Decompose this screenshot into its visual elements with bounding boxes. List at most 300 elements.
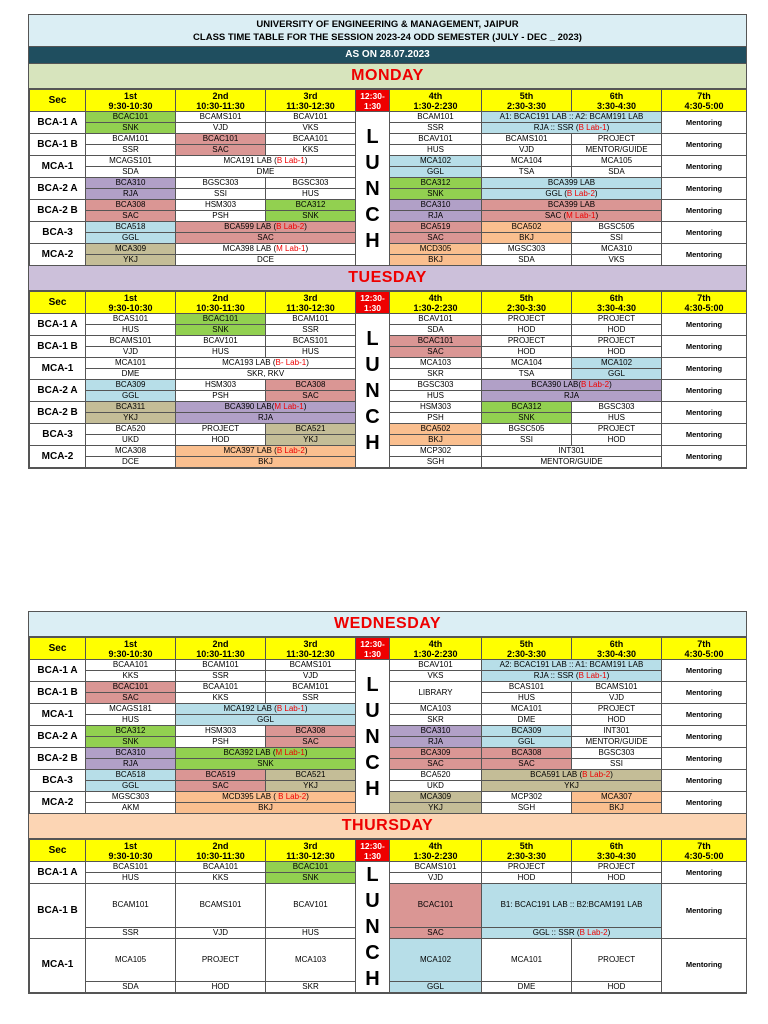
day-title-tuesday: TUESDAY bbox=[29, 266, 746, 291]
lunch-letter: N bbox=[365, 177, 380, 200]
period-time: 9:30-10:30 bbox=[108, 100, 153, 111]
teacher-code: GGL bbox=[176, 715, 356, 726]
teacher-code: SDA bbox=[572, 167, 662, 178]
teacher-code: SKR, RKV bbox=[176, 369, 356, 380]
teacher-code: BKJ bbox=[572, 803, 662, 814]
mentoring-cell: Mentoring bbox=[662, 200, 747, 222]
teacher-code: YKJ bbox=[266, 781, 356, 792]
period-2-header bbox=[176, 292, 266, 314]
period-4-header bbox=[390, 90, 482, 112]
teacher-code: DCE bbox=[86, 457, 176, 468]
teacher-code: KKS bbox=[86, 671, 176, 682]
course-code: BCAV101 bbox=[390, 660, 482, 671]
course-code: BCAA101 bbox=[176, 682, 266, 693]
period-5-header bbox=[482, 638, 572, 660]
teacher-code: GGL bbox=[482, 737, 572, 748]
course-code: MCA105 bbox=[86, 938, 176, 982]
teacher-code: BKJ bbox=[390, 435, 482, 446]
lab-title: MCD395 LAB ( bbox=[222, 792, 279, 801]
lab-room: B Lab-1 bbox=[276, 156, 305, 165]
mentoring-cell: Mentoring bbox=[662, 446, 747, 468]
lunch-letter: H bbox=[365, 968, 380, 990]
period-7-header bbox=[662, 292, 747, 314]
teacher-code: SAC bbox=[176, 145, 266, 156]
teacher-code: GGL :: SSR (B Lab-2) bbox=[482, 927, 662, 938]
period-time: 3:30-4:30 bbox=[596, 100, 637, 111]
mentoring-cell: Mentoring bbox=[662, 358, 747, 380]
period-name: 6th bbox=[609, 840, 624, 851]
period-time: 1:30-2:230 bbox=[413, 302, 458, 313]
course-code: MCA103 bbox=[266, 938, 356, 982]
course-code: PROJECT bbox=[572, 424, 662, 435]
course-code: MCA192 LAB (B Lab-1) bbox=[176, 704, 356, 715]
teacher-code: HUS bbox=[86, 715, 176, 726]
period-2-header bbox=[176, 840, 266, 862]
period-time: 9:30-10:30 bbox=[108, 302, 153, 313]
teacher-code: SSR bbox=[390, 123, 482, 134]
section-label: BCA-1 A bbox=[30, 314, 86, 336]
course-code: BCAM101 bbox=[86, 134, 176, 145]
lab-room: B Lab-2 bbox=[579, 927, 608, 937]
teacher-code: YKJ bbox=[390, 803, 482, 814]
teacher-code: HOD bbox=[176, 982, 266, 993]
teacher-code: VKS bbox=[390, 671, 482, 682]
break-end: 1:30 bbox=[363, 302, 381, 313]
period-3-header bbox=[266, 638, 356, 660]
course-code: BCA311 bbox=[86, 402, 176, 413]
teacher-code: MENTOR/GUIDE bbox=[482, 457, 662, 468]
teacher-code: RJA :: SSR ( bbox=[533, 671, 579, 680]
monday-table bbox=[29, 89, 747, 266]
course-code: BCA502 bbox=[390, 424, 482, 435]
lunch-break bbox=[356, 112, 390, 266]
section-label: BCA-3 bbox=[30, 222, 86, 244]
teacher-code: GGL bbox=[390, 167, 482, 178]
course-code: MCAGS181 bbox=[86, 704, 176, 715]
teacher-code: HUS bbox=[390, 391, 482, 402]
period-name: 2nd bbox=[212, 90, 229, 101]
timetable-header bbox=[29, 15, 746, 47]
teacher-code: PSH bbox=[176, 737, 266, 748]
course-code: MCA105 bbox=[572, 156, 662, 167]
sec-header: Sec bbox=[30, 840, 86, 862]
mentoring-cell: Mentoring bbox=[662, 884, 747, 939]
course-code: BCAC101 bbox=[390, 884, 482, 928]
lab-title: BCA591 LAB ( bbox=[530, 770, 583, 779]
course-code: PROJECT bbox=[572, 704, 662, 715]
course-code: MCA310 bbox=[572, 244, 662, 255]
course-code: BCAA101 bbox=[266, 134, 356, 145]
section-label: BCA-2 B bbox=[30, 200, 86, 222]
course-code: BCA392 LAB (M Lab-1) bbox=[176, 748, 356, 759]
course-code: BCA520 bbox=[86, 424, 176, 435]
course-code: BCA308 bbox=[266, 380, 356, 391]
course-code: BCAC101 bbox=[176, 314, 266, 325]
period-6-header bbox=[572, 292, 662, 314]
section-label: BCA-2 A bbox=[30, 178, 86, 200]
period-time: 2:30-3:30 bbox=[506, 100, 547, 111]
lunch-letter: N bbox=[365, 916, 380, 938]
teacher-code: HOD bbox=[572, 982, 662, 993]
teacher-code: DCE bbox=[176, 255, 356, 266]
lunch-letter: H bbox=[365, 229, 380, 252]
course-code: BGSC505 bbox=[482, 424, 572, 435]
course-code: BCA399 LAB bbox=[482, 200, 662, 211]
section-label: BCA-2 B bbox=[30, 748, 86, 770]
lunch-break bbox=[356, 660, 390, 814]
period-name: 1st bbox=[123, 292, 137, 303]
period-name: 2nd bbox=[212, 840, 229, 851]
course-code: INT301 bbox=[572, 726, 662, 737]
teacher-code: VKS bbox=[572, 255, 662, 266]
period-name: 4th bbox=[428, 840, 443, 851]
period-name: 7th bbox=[697, 90, 711, 101]
teacher-code: YKJ bbox=[86, 255, 176, 266]
teacher-code: UKD bbox=[86, 435, 176, 446]
course-code: BCA308 bbox=[266, 726, 356, 737]
mentoring-cell: Mentoring bbox=[662, 112, 747, 134]
lunch-break bbox=[356, 862, 390, 993]
teacher-code: RJA bbox=[86, 189, 176, 200]
sec-header: Sec bbox=[30, 90, 86, 112]
course-code: BCAMS101 bbox=[176, 884, 266, 928]
teacher-code: GGL (B Lab-2) bbox=[482, 189, 662, 200]
course-code: MCA308 bbox=[86, 446, 176, 457]
course-code: BCAM101 bbox=[266, 314, 356, 325]
period-4-header bbox=[390, 840, 482, 862]
break-header bbox=[356, 638, 390, 660]
course-code: BCA310 bbox=[390, 726, 482, 737]
break-start: 12:30- bbox=[360, 292, 385, 303]
as-on-date: AS ON 28.07.2023 bbox=[29, 47, 746, 64]
lunch-letter: C bbox=[365, 751, 380, 774]
period-time: 4:30-5:00 bbox=[684, 302, 724, 313]
mentoring-cell: Mentoring bbox=[662, 938, 747, 993]
course-code: MCA103 bbox=[390, 358, 482, 369]
teacher-code: RJA bbox=[390, 211, 482, 222]
teacher-code: SGH bbox=[390, 457, 482, 468]
course-code: BCAC101 bbox=[390, 336, 482, 347]
teacher-code: KKS bbox=[266, 145, 356, 156]
break-end: 1:30 bbox=[363, 648, 381, 659]
course-code: BCAS101 bbox=[86, 862, 176, 873]
mentoring-cell: Mentoring bbox=[662, 244, 747, 266]
teacher-code: SNK bbox=[86, 123, 176, 134]
timetable-sheet-1 bbox=[28, 14, 747, 469]
period-6-header bbox=[572, 638, 662, 660]
period-3-header bbox=[266, 840, 356, 862]
teacher-code: SAC bbox=[390, 347, 482, 358]
course-code: MCA103 bbox=[390, 704, 482, 715]
course-code: BGSC303 bbox=[266, 178, 356, 189]
course-code: MGSC303 bbox=[86, 792, 176, 803]
course-code: BCAMS101 bbox=[86, 336, 176, 347]
period-5-header bbox=[482, 840, 572, 862]
period-name: 5th bbox=[519, 638, 534, 649]
course-code: BCAS101 bbox=[86, 314, 176, 325]
course-code: BCAM101 bbox=[390, 112, 482, 123]
teacher-code: MENTOR/GUIDE bbox=[572, 737, 662, 748]
teacher-code: SAC bbox=[482, 759, 572, 770]
teacher-code: RJA :: SSR (B Lab-1) bbox=[482, 671, 662, 682]
lunch-letter: U bbox=[365, 890, 380, 912]
course-code: BCAMS101 bbox=[390, 862, 482, 873]
period-name: 3rd bbox=[303, 90, 318, 101]
lunch-letter: C bbox=[365, 203, 380, 226]
teacher-code: SNK bbox=[266, 873, 356, 884]
course-code: PROJECT bbox=[572, 862, 662, 873]
period-name: 2nd bbox=[212, 292, 229, 303]
course-code: BCA502 bbox=[482, 222, 572, 233]
lab-room: B Lab-2 bbox=[566, 189, 595, 198]
teacher-code: YKJ bbox=[266, 435, 356, 446]
lab-room: M Lab-1 bbox=[566, 211, 596, 220]
course-code: BCAV101 bbox=[176, 336, 266, 347]
break-header bbox=[356, 292, 390, 314]
teacher-code: KKS bbox=[176, 873, 266, 884]
course-code: INT301 bbox=[482, 446, 662, 457]
course-code: BCAC101 bbox=[266, 862, 356, 873]
course-code: BCA312 bbox=[482, 402, 572, 413]
course-code: MCA102 bbox=[390, 156, 482, 167]
lab-room: B Lab-2 bbox=[276, 446, 305, 455]
section-label: BCA-2 A bbox=[30, 726, 86, 748]
period-2-header bbox=[176, 90, 266, 112]
period-time: 1:30-2:230 bbox=[413, 648, 458, 659]
teacher-code: SAC bbox=[176, 781, 266, 792]
teacher-code: BKJ bbox=[482, 233, 572, 244]
course-code: PROJECT bbox=[572, 336, 662, 347]
period-time: 10:30-11:30 bbox=[196, 100, 245, 111]
teacher-code: SAC (M Lab-1) bbox=[482, 211, 662, 222]
course-code: BCA518 bbox=[86, 770, 176, 781]
period-2-header bbox=[176, 638, 266, 660]
teacher-code: GGL bbox=[572, 369, 662, 380]
course-code: MCA104 bbox=[482, 156, 572, 167]
period-name: 2nd bbox=[212, 638, 229, 649]
break-start: 12:30- bbox=[360, 638, 385, 649]
course-code: BCAV101 bbox=[266, 884, 356, 928]
teacher-code: SNK bbox=[266, 211, 356, 222]
course-code: BCAA101 bbox=[86, 660, 176, 671]
course-code: A2: BCAC191 LAB :: A1: BCAM191 LAB bbox=[482, 660, 662, 671]
teacher-code: HOD bbox=[482, 325, 572, 336]
lunch-letter: C bbox=[365, 405, 380, 428]
lab-room: M Lab-1 bbox=[274, 402, 304, 411]
course-code: MCA397 LAB (B Lab-2) bbox=[176, 446, 356, 457]
lab-room: B- Lab-1 bbox=[275, 358, 307, 367]
period-7-header bbox=[662, 638, 747, 660]
period-time: 2:30-3:30 bbox=[506, 850, 547, 861]
sec-header: Sec bbox=[30, 638, 86, 660]
teacher-code: HUS bbox=[86, 873, 176, 884]
section-label: MCA-2 bbox=[30, 446, 86, 468]
period-1-header bbox=[86, 840, 176, 862]
lab-title: MCA398 LAB ( bbox=[222, 244, 277, 253]
period-name: 4th bbox=[428, 292, 443, 303]
course-code: BCA310 bbox=[86, 178, 176, 189]
course-code: BCA312 bbox=[86, 726, 176, 737]
mentoring-cell: Mentoring bbox=[662, 424, 747, 446]
mentoring-cell: Mentoring bbox=[662, 314, 747, 336]
mentoring-cell: Mentoring bbox=[662, 222, 747, 244]
course-code: BCAC101 bbox=[86, 682, 176, 693]
course-code: BCAV101 bbox=[390, 314, 482, 325]
teacher-code: SDA bbox=[86, 167, 176, 178]
teacher-code: DME bbox=[86, 369, 176, 380]
course-code: BCA390 LAB(M Lab-1) bbox=[176, 402, 356, 413]
period-1-header bbox=[86, 90, 176, 112]
teacher-code: HUS bbox=[86, 325, 176, 336]
lab-title: MCA192 LAB ( bbox=[223, 704, 277, 713]
teacher-code: YKJ bbox=[482, 781, 662, 792]
course-code: PROJECT bbox=[482, 314, 572, 325]
period-name: 1st bbox=[123, 638, 137, 649]
teacher-code: HUS bbox=[176, 347, 266, 358]
period-name: 6th bbox=[609, 90, 624, 101]
course-code: HSM303 bbox=[176, 726, 266, 737]
teacher-code: BKJ bbox=[390, 255, 482, 266]
lab-room: M Lab-1 bbox=[276, 244, 306, 253]
period-time: 3:30-4:30 bbox=[596, 850, 637, 861]
wednesday-table bbox=[29, 637, 747, 814]
period-header-row bbox=[30, 840, 747, 862]
course-code: BCAMS101 bbox=[482, 134, 572, 145]
section-label: BCA-1 A bbox=[30, 112, 86, 134]
course-code: BCA599 LAB (B Lab-2) bbox=[176, 222, 356, 233]
period-time: 10:30-11:30 bbox=[196, 850, 245, 861]
period-1-header bbox=[86, 638, 176, 660]
mentoring-cell: Mentoring bbox=[662, 726, 747, 748]
course-code: MCA102 bbox=[572, 358, 662, 369]
period-6-header bbox=[572, 90, 662, 112]
period-name: 7th bbox=[697, 840, 711, 851]
period-time: 10:30-11:30 bbox=[196, 648, 245, 659]
sec-header: Sec bbox=[30, 292, 86, 314]
course-code: BCA309 bbox=[390, 748, 482, 759]
period-time: 11:30-12:30 bbox=[286, 100, 335, 111]
teacher-code: GGL bbox=[86, 233, 176, 244]
lunch-letter: L bbox=[366, 327, 379, 350]
course-code: BCAS101 bbox=[266, 336, 356, 347]
course-code: PROJECT bbox=[482, 862, 572, 873]
teacher-code: GGL bbox=[390, 982, 482, 993]
course-code: MCP302 bbox=[482, 792, 572, 803]
course-code: MCD305 bbox=[390, 244, 482, 255]
break-end: 1:30 bbox=[363, 100, 381, 111]
teacher-code: PSH bbox=[176, 391, 266, 402]
teacher-code: BKJ bbox=[176, 803, 356, 814]
teacher-code: HUS bbox=[266, 347, 356, 358]
break-end: 1:30 bbox=[363, 850, 381, 861]
section-label: MCA-2 bbox=[30, 792, 86, 814]
break-header bbox=[356, 840, 390, 862]
course-code: BCA399 LAB bbox=[482, 178, 662, 189]
period-name: 5th bbox=[519, 292, 534, 303]
lunch-letter: U bbox=[365, 151, 380, 174]
teacher-code: HUS bbox=[390, 145, 482, 156]
course-code: BGSC303 bbox=[572, 748, 662, 759]
teacher-code: SAC bbox=[86, 693, 176, 704]
period-name: 7th bbox=[697, 638, 711, 649]
course-code: BCA308 bbox=[86, 200, 176, 211]
course-code: BCA518 bbox=[86, 222, 176, 233]
teacher-code: HUS bbox=[572, 413, 662, 424]
course-code: PROJECT bbox=[572, 314, 662, 325]
teacher-code: VJD bbox=[86, 347, 176, 358]
teacher-code: SAC bbox=[390, 927, 482, 938]
course-code: HSM303 bbox=[390, 402, 482, 413]
teacher-code: GGL :: SSR ( bbox=[532, 927, 580, 937]
teacher-code: HUS bbox=[482, 693, 572, 704]
lunch-letter: C bbox=[365, 942, 380, 964]
course-code: BCA521 bbox=[266, 770, 356, 781]
section-label: BCA-3 bbox=[30, 770, 86, 792]
period-time: 9:30-10:30 bbox=[108, 648, 153, 659]
period-time: 11:30-12:30 bbox=[286, 648, 335, 659]
teacher-code: HOD bbox=[572, 873, 662, 884]
course-code: BCA521 bbox=[266, 424, 356, 435]
teacher-code: HOD bbox=[572, 715, 662, 726]
course-code: BCA310 bbox=[390, 200, 482, 211]
course-code: MGSC303 bbox=[482, 244, 572, 255]
course-code: HSM303 bbox=[176, 200, 266, 211]
course-code: BCA390 LAB(B Lab-2) bbox=[482, 380, 662, 391]
course-code: BCAS101 bbox=[482, 682, 572, 693]
course-code: MCA101 bbox=[86, 358, 176, 369]
lunch-letter: L bbox=[366, 125, 379, 148]
period-6-header bbox=[572, 840, 662, 862]
section-label: BCA-3 bbox=[30, 424, 86, 446]
period-name: 1st bbox=[123, 840, 137, 851]
section-label: BCA-2 B bbox=[30, 402, 86, 424]
course-code: PROJECT bbox=[572, 938, 662, 982]
course-code: BCAV101 bbox=[266, 112, 356, 123]
course-code: PROJECT bbox=[572, 134, 662, 145]
teacher-code: VJD bbox=[176, 927, 266, 938]
teacher-code: SAC ( bbox=[544, 211, 567, 220]
lunch-letter: L bbox=[366, 673, 379, 696]
period-name: 3rd bbox=[303, 638, 318, 649]
thursday-table bbox=[29, 839, 747, 993]
day-title-thursday: THURSDAY bbox=[29, 814, 746, 839]
teacher-code: HOD bbox=[572, 435, 662, 446]
teacher-code: RJA bbox=[482, 391, 662, 402]
teacher-code: KKS bbox=[176, 693, 266, 704]
period-time: 3:30-4:30 bbox=[596, 302, 637, 313]
mentoring-cell: Mentoring bbox=[662, 682, 747, 704]
timetable-sheet-2 bbox=[28, 611, 747, 994]
session-title: CLASS TIME TABLE FOR THE SESSION 2023-24 ODD SEMESTER (JULY - DEC _ 2023) bbox=[193, 32, 582, 43]
day-title-wednesday: WEDNESDAY bbox=[29, 612, 746, 637]
teacher-code: DME bbox=[176, 167, 356, 178]
period-time: 2:30-3:30 bbox=[506, 302, 547, 313]
course-code: BCAV101 bbox=[390, 134, 482, 145]
mentoring-cell: Mentoring bbox=[662, 178, 747, 200]
course-code: BCA519 bbox=[176, 770, 266, 781]
teacher-code: SAC bbox=[266, 391, 356, 402]
teacher-code: SAC bbox=[86, 211, 176, 222]
lab-title: MCA193 LAB ( bbox=[222, 358, 276, 367]
period-7-header bbox=[662, 90, 747, 112]
teacher-code: VJD bbox=[390, 873, 482, 884]
teacher-code: SDA bbox=[86, 982, 176, 993]
mentoring-cell: Mentoring bbox=[662, 660, 747, 682]
period-name: 7th bbox=[697, 292, 711, 303]
period-time: 10:30-11:30 bbox=[196, 302, 245, 313]
teacher-code: SNK bbox=[86, 737, 176, 748]
mentoring-cell: Mentoring bbox=[662, 704, 747, 726]
